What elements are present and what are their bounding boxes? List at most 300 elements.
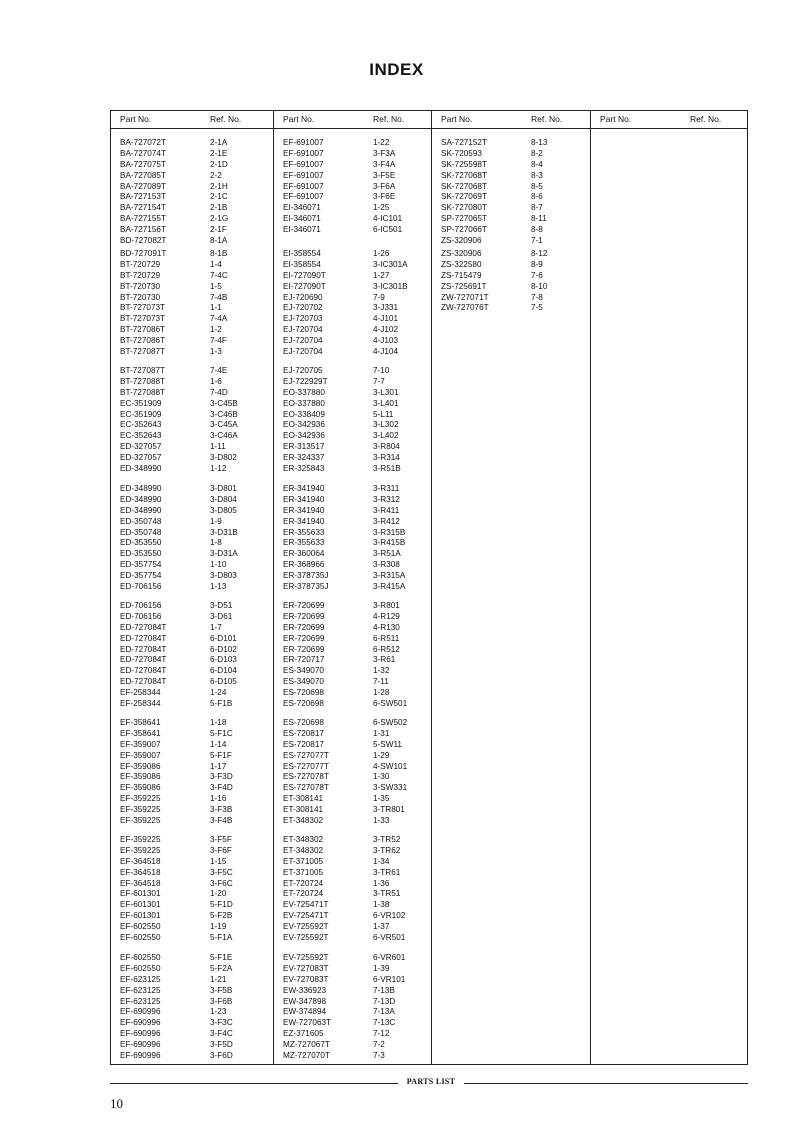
reference-number: 1-38 bbox=[373, 900, 390, 910]
reference-number: 1-2 bbox=[210, 325, 222, 335]
part-number: ES-720698 bbox=[283, 688, 324, 698]
table-row bbox=[432, 214, 591, 225]
reference-number: 3-L402 bbox=[373, 431, 399, 441]
reference-number: 3-D31B bbox=[210, 527, 238, 537]
table-row bbox=[111, 835, 273, 846]
part-number: ER-341940 bbox=[283, 516, 325, 526]
table-row bbox=[111, 366, 273, 377]
table-row bbox=[274, 260, 432, 271]
table-row bbox=[274, 922, 432, 933]
reference-number: 1-39 bbox=[373, 963, 390, 973]
table-row bbox=[274, 655, 432, 666]
reference-number: 1-3 bbox=[210, 347, 222, 357]
reference-number: 5-F1D bbox=[210, 900, 233, 910]
reference-number: 3-R315A bbox=[373, 571, 406, 581]
reference-number: 3-TR51 bbox=[373, 889, 401, 899]
reference-number: 3-D801 bbox=[210, 484, 237, 493]
part-number: ET-371005 bbox=[283, 867, 324, 877]
reference-number: 1-29 bbox=[373, 750, 390, 760]
part-number: EW-727063T bbox=[283, 1018, 332, 1028]
reference-number: 1-20 bbox=[210, 889, 227, 899]
table-row bbox=[111, 225, 273, 236]
table-row bbox=[111, 655, 273, 666]
table-row bbox=[274, 249, 432, 260]
part-number: EF-690996 bbox=[120, 1018, 161, 1028]
table-row bbox=[274, 560, 432, 571]
part-number: EC-352643 bbox=[120, 420, 162, 430]
reference-number: 1-26 bbox=[373, 249, 390, 258]
part-number: ET-720724 bbox=[283, 889, 324, 899]
reference-number: 3-R412 bbox=[373, 516, 400, 526]
table-row bbox=[274, 203, 432, 214]
table-row bbox=[274, 325, 432, 336]
part-number: SP-727065T bbox=[441, 214, 487, 224]
part-number: EF-601301 bbox=[120, 911, 161, 921]
table-row bbox=[274, 612, 432, 623]
reference-number: 7-1 bbox=[531, 236, 543, 246]
reference-number: 3-F3B bbox=[210, 805, 233, 815]
part-number: EF-602550 bbox=[120, 922, 161, 932]
reference-number: 5-F1C bbox=[210, 728, 233, 738]
table-row bbox=[111, 192, 273, 203]
part-number: ER-720699 bbox=[283, 633, 325, 643]
part-number: EW-374894 bbox=[283, 1007, 327, 1017]
reference-number: 3-F6F bbox=[210, 845, 232, 855]
part-number: EF-359225 bbox=[120, 835, 161, 844]
reference-number: 5-F1B bbox=[210, 699, 233, 709]
table-row bbox=[274, 171, 432, 182]
part-number: EF-364518 bbox=[120, 856, 161, 866]
part-number: ER-355633 bbox=[283, 527, 325, 537]
reference-number: 2-1D bbox=[210, 159, 228, 169]
table-row bbox=[111, 846, 273, 857]
part-number: ER-360064 bbox=[283, 549, 325, 559]
reference-number: 4-J102 bbox=[373, 325, 399, 335]
table-row bbox=[111, 997, 273, 1008]
reference-number: 2-1E bbox=[210, 148, 228, 158]
table-row bbox=[274, 751, 432, 762]
part-number: EF-359007 bbox=[120, 739, 161, 749]
reference-number: 5-F1E bbox=[210, 953, 233, 962]
part-number: ED-348990 bbox=[120, 464, 162, 474]
reference-number: 3-R315B bbox=[373, 527, 406, 537]
part-number: EF-359086 bbox=[120, 772, 161, 782]
table-row bbox=[111, 399, 273, 410]
table-row bbox=[274, 271, 432, 282]
part-number: ES-349070 bbox=[283, 677, 324, 687]
part-number: EO-337880 bbox=[283, 398, 325, 408]
table-row bbox=[111, 794, 273, 805]
reference-number: 1-23 bbox=[210, 1007, 227, 1017]
reference-number: 3-F6E bbox=[373, 192, 396, 202]
table-row bbox=[111, 1040, 273, 1051]
entry-group bbox=[274, 953, 432, 1062]
entry-group bbox=[274, 601, 432, 710]
reference-number: 1-17 bbox=[210, 761, 227, 771]
reference-number: 3-R311 bbox=[373, 484, 400, 493]
reference-number: 3-F6C bbox=[210, 878, 233, 888]
reference-number: 4-R129 bbox=[373, 611, 400, 621]
reference-number: 3-TR801 bbox=[373, 805, 405, 815]
reference-number: 6-VR601 bbox=[373, 953, 406, 962]
part-number: EO-338409 bbox=[283, 409, 325, 419]
reference-number: 8-6 bbox=[531, 192, 543, 202]
table-row bbox=[274, 975, 432, 986]
reference-number: 8-10 bbox=[531, 281, 548, 291]
part-number: EF-358641 bbox=[120, 728, 161, 738]
reference-number: 1-4 bbox=[210, 259, 222, 269]
part-number: ES-720817 bbox=[283, 728, 324, 738]
reference-number: 7-12 bbox=[373, 1029, 390, 1039]
reference-number: 3-F6A bbox=[373, 181, 396, 191]
table-row bbox=[274, 699, 432, 710]
reference-number: 8-7 bbox=[531, 203, 543, 213]
part-number: EZ-371605 bbox=[283, 1029, 324, 1039]
reference-number: 1-36 bbox=[373, 878, 390, 888]
table-row bbox=[274, 549, 432, 560]
table-row bbox=[274, 453, 432, 464]
part-number: BT-727086T bbox=[120, 336, 166, 346]
table-row bbox=[111, 388, 273, 399]
part-number: EI-358554 bbox=[283, 249, 321, 258]
table-row bbox=[274, 582, 432, 593]
reference-number: 3-SW331 bbox=[373, 783, 408, 793]
table-row bbox=[274, 623, 432, 634]
reference-number: 3-F6B bbox=[210, 996, 233, 1006]
reference-number: 3-R415A bbox=[373, 582, 406, 592]
reference-number: 3-C46A bbox=[210, 431, 238, 441]
table-row bbox=[111, 236, 273, 247]
part-number: EW-347898 bbox=[283, 996, 327, 1006]
reference-number: 3-F5C bbox=[210, 867, 233, 877]
part-number: ED-327057 bbox=[120, 442, 162, 452]
reference-number: 1-11 bbox=[210, 442, 226, 452]
table-row bbox=[111, 377, 273, 388]
part-number: MZ-727067T bbox=[283, 1040, 330, 1050]
reference-number: 8-9 bbox=[531, 259, 543, 269]
reference-number: 7-8 bbox=[531, 292, 543, 302]
table-row bbox=[274, 911, 432, 922]
table-row bbox=[111, 495, 273, 506]
table-row bbox=[274, 420, 432, 431]
table-row bbox=[274, 645, 432, 656]
part-number: EF-359225 bbox=[120, 805, 161, 815]
part-number: EJ-722929T bbox=[283, 376, 328, 386]
table-row bbox=[274, 868, 432, 879]
reference-number: 3-C46B bbox=[210, 409, 238, 419]
table-row bbox=[274, 484, 432, 495]
reference-number: 1-16 bbox=[210, 794, 227, 804]
table-row bbox=[274, 1007, 432, 1018]
reference-number: 4-J101 bbox=[373, 314, 399, 324]
part-number: EV-725592T bbox=[283, 953, 329, 962]
entry-group bbox=[274, 484, 432, 593]
reference-number: 3-IC301B bbox=[373, 281, 408, 291]
table-row bbox=[111, 762, 273, 773]
footer-label: PARTS LIST bbox=[406, 1077, 456, 1086]
table-row bbox=[432, 236, 591, 247]
part-number: BA-727085T bbox=[120, 170, 166, 180]
reference-number: 8-12 bbox=[531, 249, 548, 258]
table-row bbox=[111, 1051, 273, 1062]
part-number: ET-308141 bbox=[283, 794, 324, 804]
table-row bbox=[274, 900, 432, 911]
part-number: BA-727072T bbox=[120, 138, 166, 147]
part-number: ER-341940 bbox=[283, 494, 325, 504]
table-row bbox=[274, 964, 432, 975]
table-row bbox=[111, 718, 273, 729]
part-number: EF-364518 bbox=[120, 878, 161, 888]
reference-number: 1-34 bbox=[373, 856, 390, 866]
reference-number: 7-10 bbox=[373, 366, 390, 375]
entry-group bbox=[274, 835, 432, 944]
part-number: EV-725592T bbox=[283, 922, 329, 932]
reference-number: 4-R130 bbox=[373, 622, 400, 632]
part-number: EJ-720690 bbox=[283, 292, 323, 302]
table-row bbox=[274, 388, 432, 399]
reference-number: 2-1C bbox=[210, 192, 228, 202]
reference-number: 3-F5E bbox=[373, 170, 396, 180]
table-row bbox=[111, 645, 273, 656]
header-ref-no: Ref. No. bbox=[373, 114, 405, 124]
reference-number: 5-F2B bbox=[210, 911, 233, 921]
part-number: EF-359225 bbox=[120, 794, 161, 804]
reference-number: 6-VR501 bbox=[373, 933, 406, 943]
index-table bbox=[110, 110, 748, 1065]
reference-number: 3-R411 bbox=[373, 505, 400, 515]
table-row bbox=[111, 538, 273, 549]
reference-number: 1-7 bbox=[210, 622, 222, 632]
part-number: BD-727091T bbox=[120, 249, 167, 258]
table-row bbox=[432, 171, 591, 182]
part-number: EC-351909 bbox=[120, 409, 162, 419]
part-number: ED-357754 bbox=[120, 571, 162, 581]
entry-group bbox=[111, 953, 273, 1062]
reference-number: 6-D104 bbox=[210, 666, 237, 676]
reference-number: 1-9 bbox=[210, 516, 222, 526]
part-number: ZS-320906 bbox=[441, 236, 482, 246]
reference-number: 1-19 bbox=[210, 922, 227, 932]
part-number: ES-727078T bbox=[283, 783, 329, 793]
reference-number: 5-F1A bbox=[210, 933, 233, 943]
reference-number: 6-D101 bbox=[210, 633, 237, 643]
table-row bbox=[111, 634, 273, 645]
table-row bbox=[111, 889, 273, 900]
table-row bbox=[111, 1029, 273, 1040]
part-number: ED-350748 bbox=[120, 516, 162, 526]
table-row bbox=[111, 336, 273, 347]
reference-number: 6-D103 bbox=[210, 655, 237, 665]
reference-number: 7-4F bbox=[210, 336, 227, 346]
part-number: SA-727152T bbox=[441, 138, 487, 147]
reference-number: 7-11 bbox=[373, 677, 389, 687]
table-row bbox=[274, 762, 432, 773]
part-number: BT-727088T bbox=[120, 376, 166, 386]
reference-number: 7-13C bbox=[373, 1018, 396, 1028]
part-number: ER-378735J bbox=[283, 582, 329, 592]
page-footer bbox=[0, 1076, 793, 1096]
table-row bbox=[111, 816, 273, 827]
footer-rule-right bbox=[464, 1083, 748, 1084]
index-column bbox=[111, 111, 273, 1064]
part-number: EF-364518 bbox=[120, 867, 161, 877]
reference-number: 1-37 bbox=[373, 922, 390, 932]
table-row bbox=[111, 623, 273, 634]
table-row bbox=[111, 964, 273, 975]
part-number: EF-690996 bbox=[120, 1029, 161, 1039]
reference-number: 1-18 bbox=[210, 718, 227, 727]
reference-number: 3-D802 bbox=[210, 453, 237, 463]
reference-number: 3-F3C bbox=[210, 1018, 233, 1028]
reference-number: 3-F5F bbox=[210, 835, 232, 844]
header-ref-no: Ref. No. bbox=[690, 114, 722, 124]
table-row bbox=[111, 517, 273, 528]
part-number: ER-720699 bbox=[283, 644, 325, 654]
reference-number: 6-VR102 bbox=[373, 911, 406, 921]
table-row bbox=[274, 889, 432, 900]
reference-number: 3-R51A bbox=[373, 549, 401, 559]
part-number: ED-348990 bbox=[120, 484, 162, 493]
table-row bbox=[432, 160, 591, 171]
part-number: BD-727082T bbox=[120, 236, 167, 246]
reference-number: 7-4E bbox=[210, 366, 228, 375]
reference-number: 7-5 bbox=[531, 303, 543, 313]
page-title: INDEX bbox=[369, 60, 424, 79]
part-number: BA-727074T bbox=[120, 148, 166, 158]
part-number: BT-720730 bbox=[120, 281, 161, 291]
index-column bbox=[431, 111, 590, 1064]
table-row bbox=[111, 582, 273, 593]
part-number: EI-727090T bbox=[283, 270, 326, 280]
part-number: EJ-720703 bbox=[283, 314, 323, 324]
table-row bbox=[274, 442, 432, 453]
part-number: EV-727083T bbox=[283, 963, 329, 973]
table-row bbox=[111, 303, 273, 314]
table-row bbox=[111, 347, 273, 358]
table-row bbox=[274, 336, 432, 347]
entry-group bbox=[274, 138, 432, 236]
reference-number: 7-4B bbox=[210, 292, 228, 302]
table-row bbox=[111, 677, 273, 688]
part-number: EF-602550 bbox=[120, 933, 161, 943]
part-number: EF-359086 bbox=[120, 761, 161, 771]
part-number: BA-727154T bbox=[120, 203, 166, 213]
table-row bbox=[274, 293, 432, 304]
part-number: ED-706156 bbox=[120, 601, 162, 610]
reference-number: 6-R511 bbox=[373, 633, 400, 643]
table-row bbox=[432, 249, 591, 260]
table-row bbox=[274, 1029, 432, 1040]
table-row bbox=[111, 729, 273, 740]
reference-number: 6-SW502 bbox=[373, 718, 408, 727]
part-number: EF-359225 bbox=[120, 845, 161, 855]
entry-group bbox=[432, 138, 591, 247]
part-number: EO-342936 bbox=[283, 431, 325, 441]
reference-number: 1-21 bbox=[210, 974, 227, 984]
table-row bbox=[111, 214, 273, 225]
table-row bbox=[111, 900, 273, 911]
part-number: BT-720730 bbox=[120, 292, 161, 302]
table-row bbox=[274, 495, 432, 506]
reference-number: 5-F1F bbox=[210, 750, 232, 760]
part-number: ES-720698 bbox=[283, 718, 324, 727]
table-row bbox=[274, 138, 432, 149]
part-number: ES-727077T bbox=[283, 750, 329, 760]
part-number: ED-350748 bbox=[120, 527, 162, 537]
table-row bbox=[432, 192, 591, 203]
part-number: EF-691007 bbox=[283, 159, 324, 169]
reference-number: 6-R512 bbox=[373, 644, 400, 654]
part-number: EF-691007 bbox=[283, 181, 324, 191]
table-row bbox=[111, 160, 273, 171]
part-number: BT-720729 bbox=[120, 259, 161, 269]
reference-number: 3-F4A bbox=[373, 159, 396, 169]
reference-number: 7-3 bbox=[373, 1051, 385, 1061]
part-number: ED-727084T bbox=[120, 677, 167, 687]
table-row bbox=[111, 1018, 273, 1029]
table-row bbox=[111, 260, 273, 271]
table-row bbox=[274, 1040, 432, 1051]
part-number: ER-720699 bbox=[283, 601, 325, 610]
table-row bbox=[111, 420, 273, 431]
footer-rule-left bbox=[110, 1083, 398, 1084]
reference-number: 2-1G bbox=[210, 214, 229, 224]
part-number: EJ-720702 bbox=[283, 303, 323, 313]
table-row bbox=[111, 249, 273, 260]
table-row bbox=[274, 666, 432, 677]
part-number: BA-727153T bbox=[120, 192, 166, 202]
reference-number: 3-TR61 bbox=[373, 867, 401, 877]
reference-number: 1-8 bbox=[210, 538, 222, 548]
table-row bbox=[111, 314, 273, 325]
table-row bbox=[274, 377, 432, 388]
table-row bbox=[432, 282, 591, 293]
table-row bbox=[111, 549, 273, 560]
part-number: EF-601301 bbox=[120, 900, 161, 910]
table-row bbox=[111, 699, 273, 710]
table-row bbox=[274, 805, 432, 816]
part-number: ZS-320906 bbox=[441, 249, 482, 258]
part-number: ED-727084T bbox=[120, 644, 167, 654]
part-number: EF-258344 bbox=[120, 699, 161, 709]
part-number: EF-359225 bbox=[120, 816, 161, 826]
table-row bbox=[111, 484, 273, 495]
reference-number: 1-12 bbox=[210, 464, 227, 474]
part-number: EI-346071 bbox=[283, 225, 321, 235]
table-row bbox=[274, 933, 432, 944]
table-row bbox=[432, 182, 591, 193]
reference-number: 3-D31A bbox=[210, 549, 238, 559]
table-row bbox=[274, 149, 432, 160]
part-number: BT-727073T bbox=[120, 303, 166, 313]
part-number: EF-258344 bbox=[120, 688, 161, 698]
reference-number: 2-1B bbox=[210, 203, 228, 213]
part-number: BA-727156T bbox=[120, 225, 166, 235]
part-number: EI-346071 bbox=[283, 214, 321, 224]
part-number: ER-720699 bbox=[283, 611, 325, 621]
table-row bbox=[111, 612, 273, 623]
part-number: BA-727075T bbox=[120, 159, 166, 169]
reference-number: 3-F3D bbox=[210, 772, 233, 782]
part-number: ER-341940 bbox=[283, 505, 325, 515]
reference-number: 7-9 bbox=[373, 292, 385, 302]
table-row bbox=[274, 571, 432, 582]
table-row bbox=[432, 260, 591, 271]
part-number: BT-720729 bbox=[120, 270, 161, 280]
entry-group bbox=[111, 601, 273, 710]
part-number: SK-727069T bbox=[441, 192, 487, 202]
table-row bbox=[111, 783, 273, 794]
